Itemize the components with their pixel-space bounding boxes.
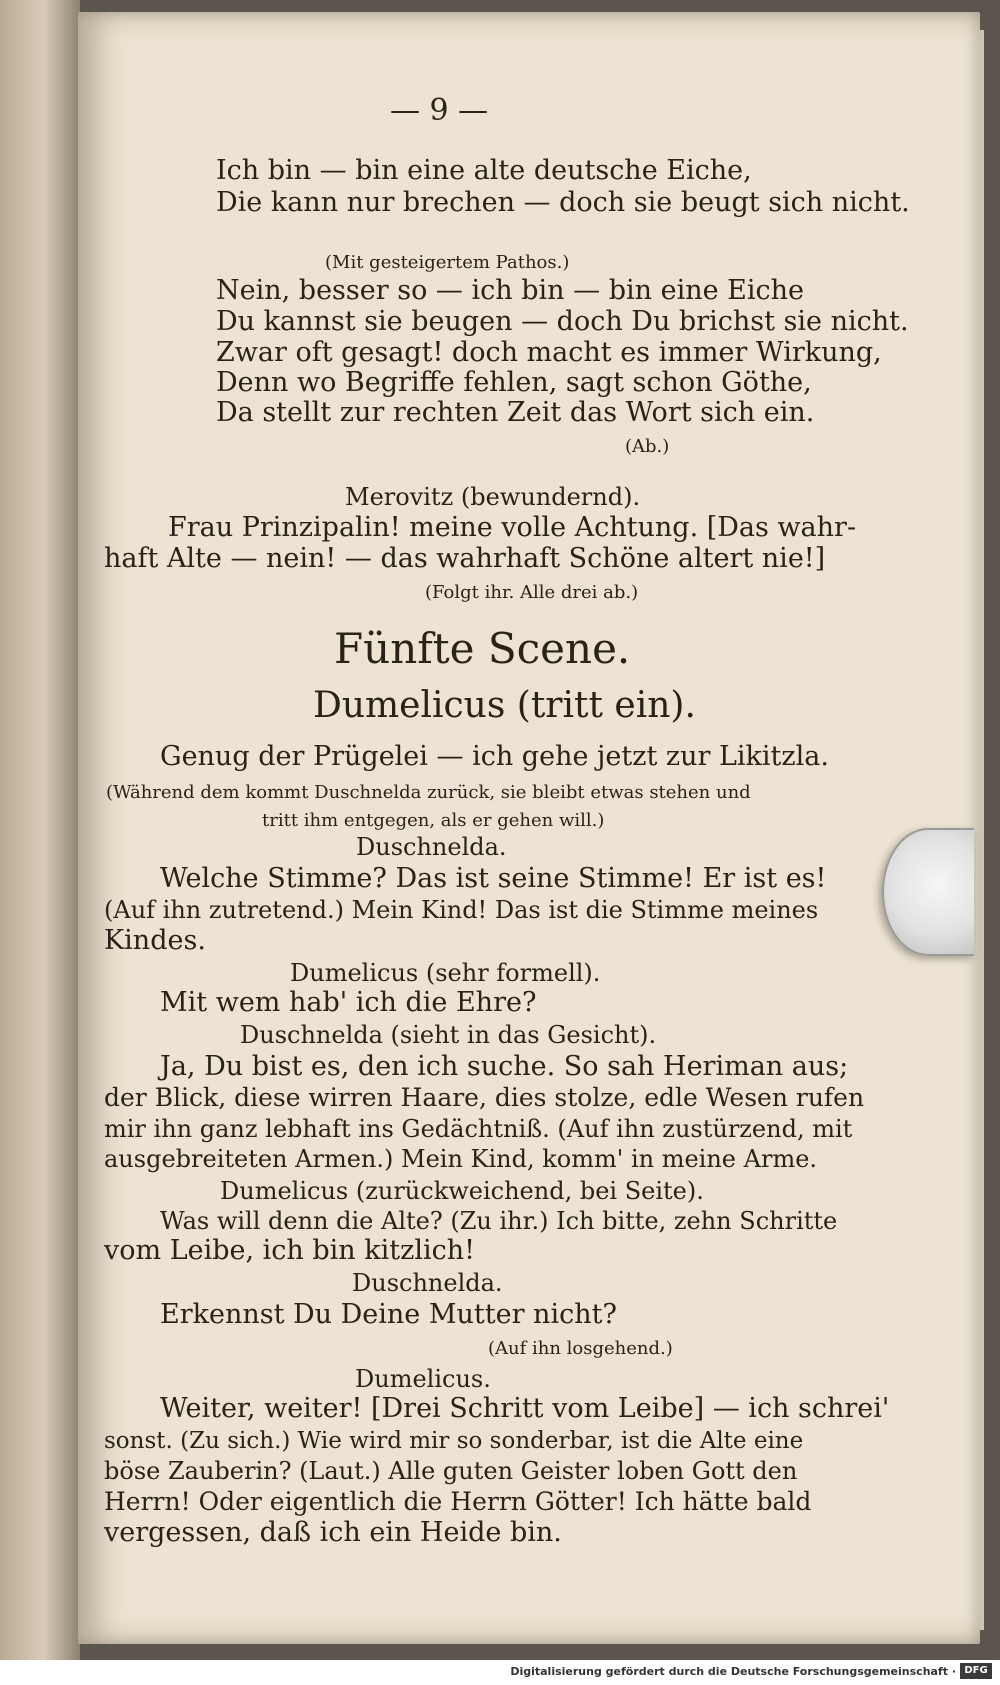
text-line: Mit wem hab' ich die Ehre? [160, 987, 537, 1018]
page-number: — 9 — [390, 93, 489, 128]
speaker-name: Dumelicus. [355, 1365, 491, 1393]
stage-direction: (Folgt ihr. Alle drei ab.) [425, 582, 639, 603]
speaker-name: Dumelicus (tritt ein). [313, 685, 696, 726]
speaker-name: Dumelicus (zurückweichend, bei Seite). [220, 1177, 704, 1205]
text-line: ausgebreiteten Armen.) Mein Kind, komm' in meine Arme. [104, 1145, 818, 1173]
text-line: (Auf ihn zutretend.) Mein Kind! Das ist die Stimme meines [104, 896, 819, 924]
text-line: Welche Stimme? Das ist seine Stimme! Er ist es! [160, 863, 827, 894]
text-line: Frau Prinzipalin! meine volle Achtung. [Das wahr- [168, 512, 857, 543]
speaker-name: Duschnelda. [356, 833, 507, 861]
text-line: Ja, Du bist es, den ich suche. So sah Heriman aus; [160, 1051, 849, 1082]
stage-direction: tritt ihm entgegen, als er gehen will.) [262, 810, 605, 831]
text-line: Genug der Prügelei — ich gehe jetzt zur Likitzla. [160, 741, 829, 772]
speaker-name: Dumelicus (sehr formell). [290, 959, 601, 987]
text-line: böse Zauberin? (Laut.) Alle guten Geister loben Gott den [104, 1457, 798, 1485]
text-line: Was will denn die Alte? (Zu ihr.) Ich bitte, zehn Schritte [160, 1207, 838, 1235]
dfg-logo: DFG [960, 1663, 992, 1679]
stage-direction: (Mit gesteigertem Pathos.) [325, 252, 570, 273]
text-line: Ich bin — bin eine alte deutsche Eiche, [216, 155, 752, 186]
text-line: Du kannst sie beugen — doch Du brichst sie nicht. [216, 306, 909, 337]
text-line: Kindes. [104, 925, 206, 956]
previous-page-edge [0, 0, 80, 1660]
text-line: der Blick, diese wirren Haare, dies stolze, edle Wesen rufen [104, 1083, 865, 1112]
speaker-name: Duschnelda. [352, 1269, 503, 1297]
scene-title: Fünfte Scene. [334, 624, 631, 673]
text-line: Denn wo Begriffe fehlen, sagt schon Göthe, [216, 367, 812, 398]
text-line: sonst. (Zu sich.) Wie wird mir so sonderbar, ist die Alte eine [104, 1428, 804, 1454]
text-line: Erkennst Du Deine Mutter nicht? [160, 1299, 617, 1330]
text-line: vergessen, daß ich ein Heide bin. [104, 1517, 562, 1548]
stage-direction: (Ab.) [625, 436, 670, 457]
text-line: mir ihn ganz lebhaft ins Gedächtniß. (Auf ihn zustürzend, mit [104, 1115, 853, 1143]
footer-bar [0, 1660, 1000, 1685]
stage-direction: (Auf ihn losgehend.) [488, 1338, 673, 1359]
speaker-name: Duschnelda (sieht in das Gesicht). [240, 1021, 657, 1049]
footer-credit: Digitalisierung gefördert durch die Deutsche Forschungsgemeinschaft · [510, 1665, 956, 1678]
speaker-name: Merovitz (bewundernd). [345, 483, 641, 511]
text-line: Weiter, weiter! [Drei Schritt vom Leibe] — ich schrei' [160, 1393, 890, 1424]
text-line: Herrn! Oder eigentlich die Herrn Götter! Ich hätte bald [104, 1487, 812, 1516]
text-line: vom Leibe, ich bin kitzlich! [104, 1235, 475, 1266]
stage-direction: (Während dem kommt Duschnelda zurück, sie bleibt etwas stehen und [106, 782, 751, 803]
text-line: Da stellt zur rechten Zeit das Wort sich ein. [216, 397, 815, 428]
text-line: Nein, besser so — ich bin — bin eine Eiche [216, 275, 805, 306]
text-line: Zwar oft gesagt! doch macht es immer Wirkung, [216, 337, 882, 368]
text-line: haft Alte — nein! — das wahrhaft Schöne altert nie!] [104, 543, 826, 574]
text-line: Die kann nur brechen — doch sie beugt sich nicht. [216, 187, 910, 218]
magnifier-glass [882, 828, 974, 956]
